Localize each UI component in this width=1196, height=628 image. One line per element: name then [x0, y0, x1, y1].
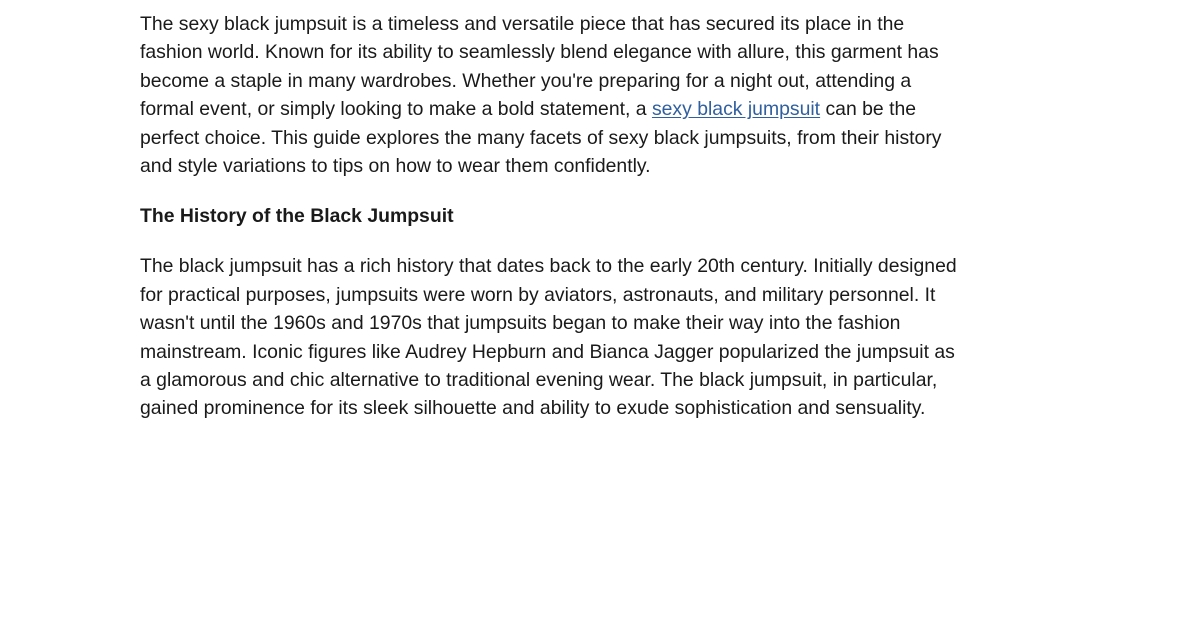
intro-line-4 [140, 95, 1060, 123]
history-line-6: gained prominence for its sleek silhouette and ability to exude sophistication and sensuality. [140, 397, 926, 420]
history-paragraph [140, 252, 1060, 422]
history-line-2: for practical purposes, jumpsuits were worn by aviators, astronauts, and military personnel. It [140, 283, 936, 306]
sexy-black-jumpsuit-link[interactable]: sexy black jumpsuit [651, 98, 821, 121]
history-line-5: a glamorous and chic alternative to traditional evening wear. The black jumpsuit, in particular, [140, 369, 938, 392]
intro-line-1: The sexy black jumpsuit is a timeless and versatile piece that has secured its place in the [140, 13, 905, 35]
section-heading: The History of the Black Jumpsuit [140, 205, 454, 228]
history-line-1: The black jumpsuit has a rich history that dates back to the early 20th century. Initially designed [140, 255, 957, 278]
intro-line-3: become a staple in many wardrobes. Whether you're preparing for a night out, attending a [140, 69, 912, 92]
document-body [140, 10, 1060, 423]
intro-line-2: fashion world. Known for its ability to seamlessly blend elegance with allure, this garment has [140, 41, 939, 64]
intro-line-5: perfect choice. This guide explores the many facets of sexy black jumpsuits, from their history [140, 126, 942, 149]
intro-line-4-after: can be the [820, 98, 917, 121]
history-line-4: mainstream. Iconic figures like Audrey Hepburn and Bianca Jagger popularized the jumpsuit as [140, 340, 955, 363]
history-line-3: wasn't until the 1960s and 1970s that jumpsuits began to make their way into the fashion [140, 312, 901, 335]
intro-line-6: and style variations to tips on how to wear them confidently. [140, 155, 651, 178]
intro-line-4-before: formal event, or simply looking to make a bold statement, a [140, 98, 652, 121]
intro-paragraph [140, 10, 1060, 180]
